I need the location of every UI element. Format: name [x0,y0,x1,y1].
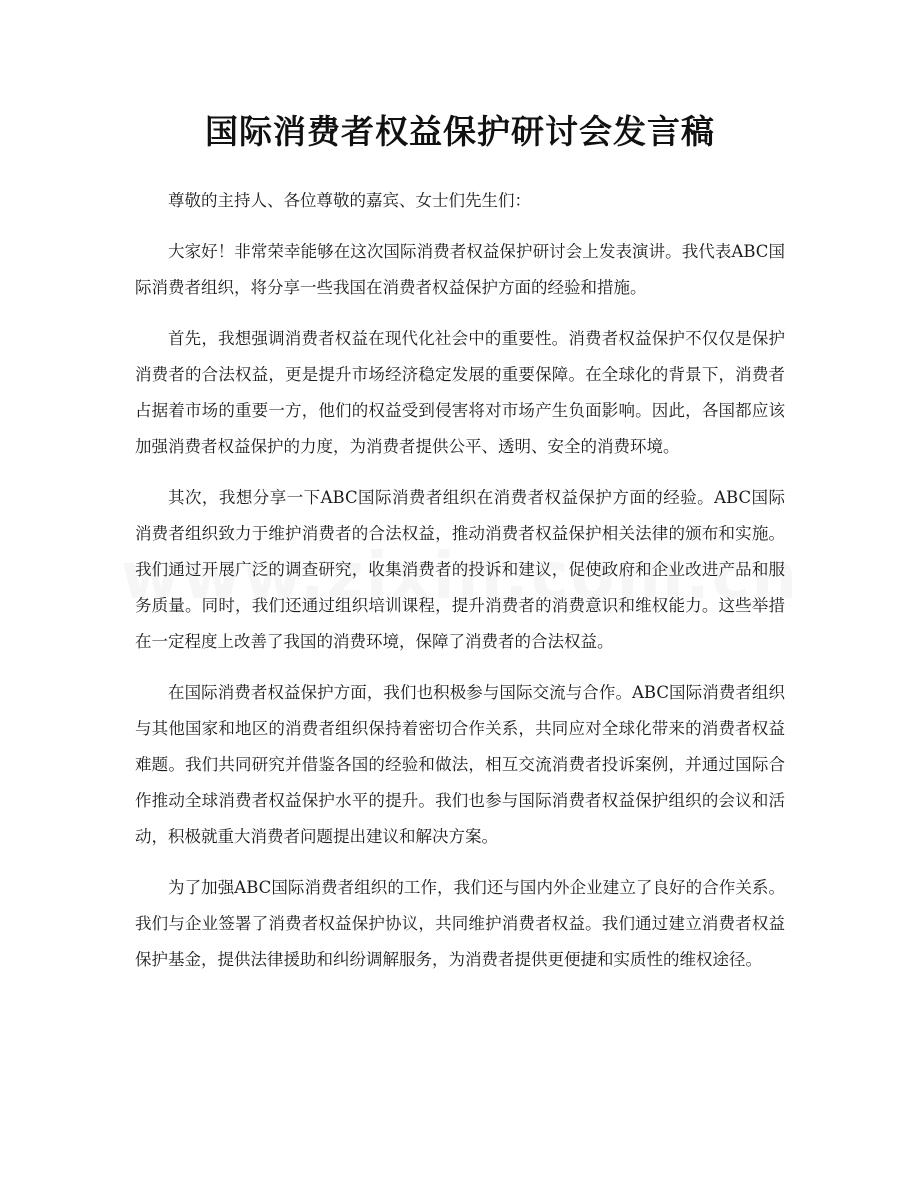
paragraph-cooperation: 为了加强ABC国际消费者组织的工作，我们还与国内外企业建立了良好的合作关系。我们与企业签署了消费者权益保护协议，共同维护消费者权益。我们通过建立消费者权益保护基金，提供法律援助和纠纷调解服务，为消费者提供更便捷和实质性的维权途径。 [135,878,785,969]
document-title: 国际消费者权益保护研讨会发言稿 [205,112,715,151]
paragraph-greeting: 大家好！非常荣幸能够在这次国际消费者权益保护研讨会上发表演讲。我代表ABC国际消费者组织，将分享一些我国在消费者权益保护方面的经验和措施。 [135,242,785,297]
paragraph-experience: 其次，我想分享一下ABC国际消费者组织在消费者权益保护方面的经验。ABC国际消费者组织致力于维护消费者的合法权益，推动消费者权益保护相关法律的颁布和实施。我们通过开展广泛的调查研究，收集消费者的投诉和建议，促使政府和企业改进产品和服务质量。同时，我们还通过组织培训课程，提升消费者的消费意识和维权能力。这些举措在一定程度上改善了我国的消费环境，保障了消费者的合法权益。 [135,488,785,651]
paragraph-international: 在国际消费者权益保护方面，我们也积极参与国际交流与合作。ABC国际消费者组织与其他国家和地区的消费者组织保持着密切合作关系，共同应对全球化带来的消费者权益难题。我们共同研究并借鉴各国的经验和做法，相互交流消费者投诉案例，并通过国际合作推动全球消费者权益保护水平的提升。我们也参与国际消费者权益保护组织的会议和活动，积极就重大消费者问题提出建议和解决方案。 [135,683,785,846]
paragraph-importance: 首先，我想强调消费者权益在现代化社会中的重要性。消费者权益保护不仅仅是保护消费者的合法权益，更是提升市场经济稳定发展的重要保障。在全球化的背景下，消费者占据着市场的重要一方，他们的权益受到侵害将对市场产生负面影响。因此，各国都应该加强消费者权益保护的力度，为消费者提供公平、透明、安全的消费环境。 [135,329,785,456]
paragraph-salutation: 尊敬的主持人、各位尊敬的嘉宾、女士们先生们： [168,191,531,210]
document-body [135,183,785,993]
